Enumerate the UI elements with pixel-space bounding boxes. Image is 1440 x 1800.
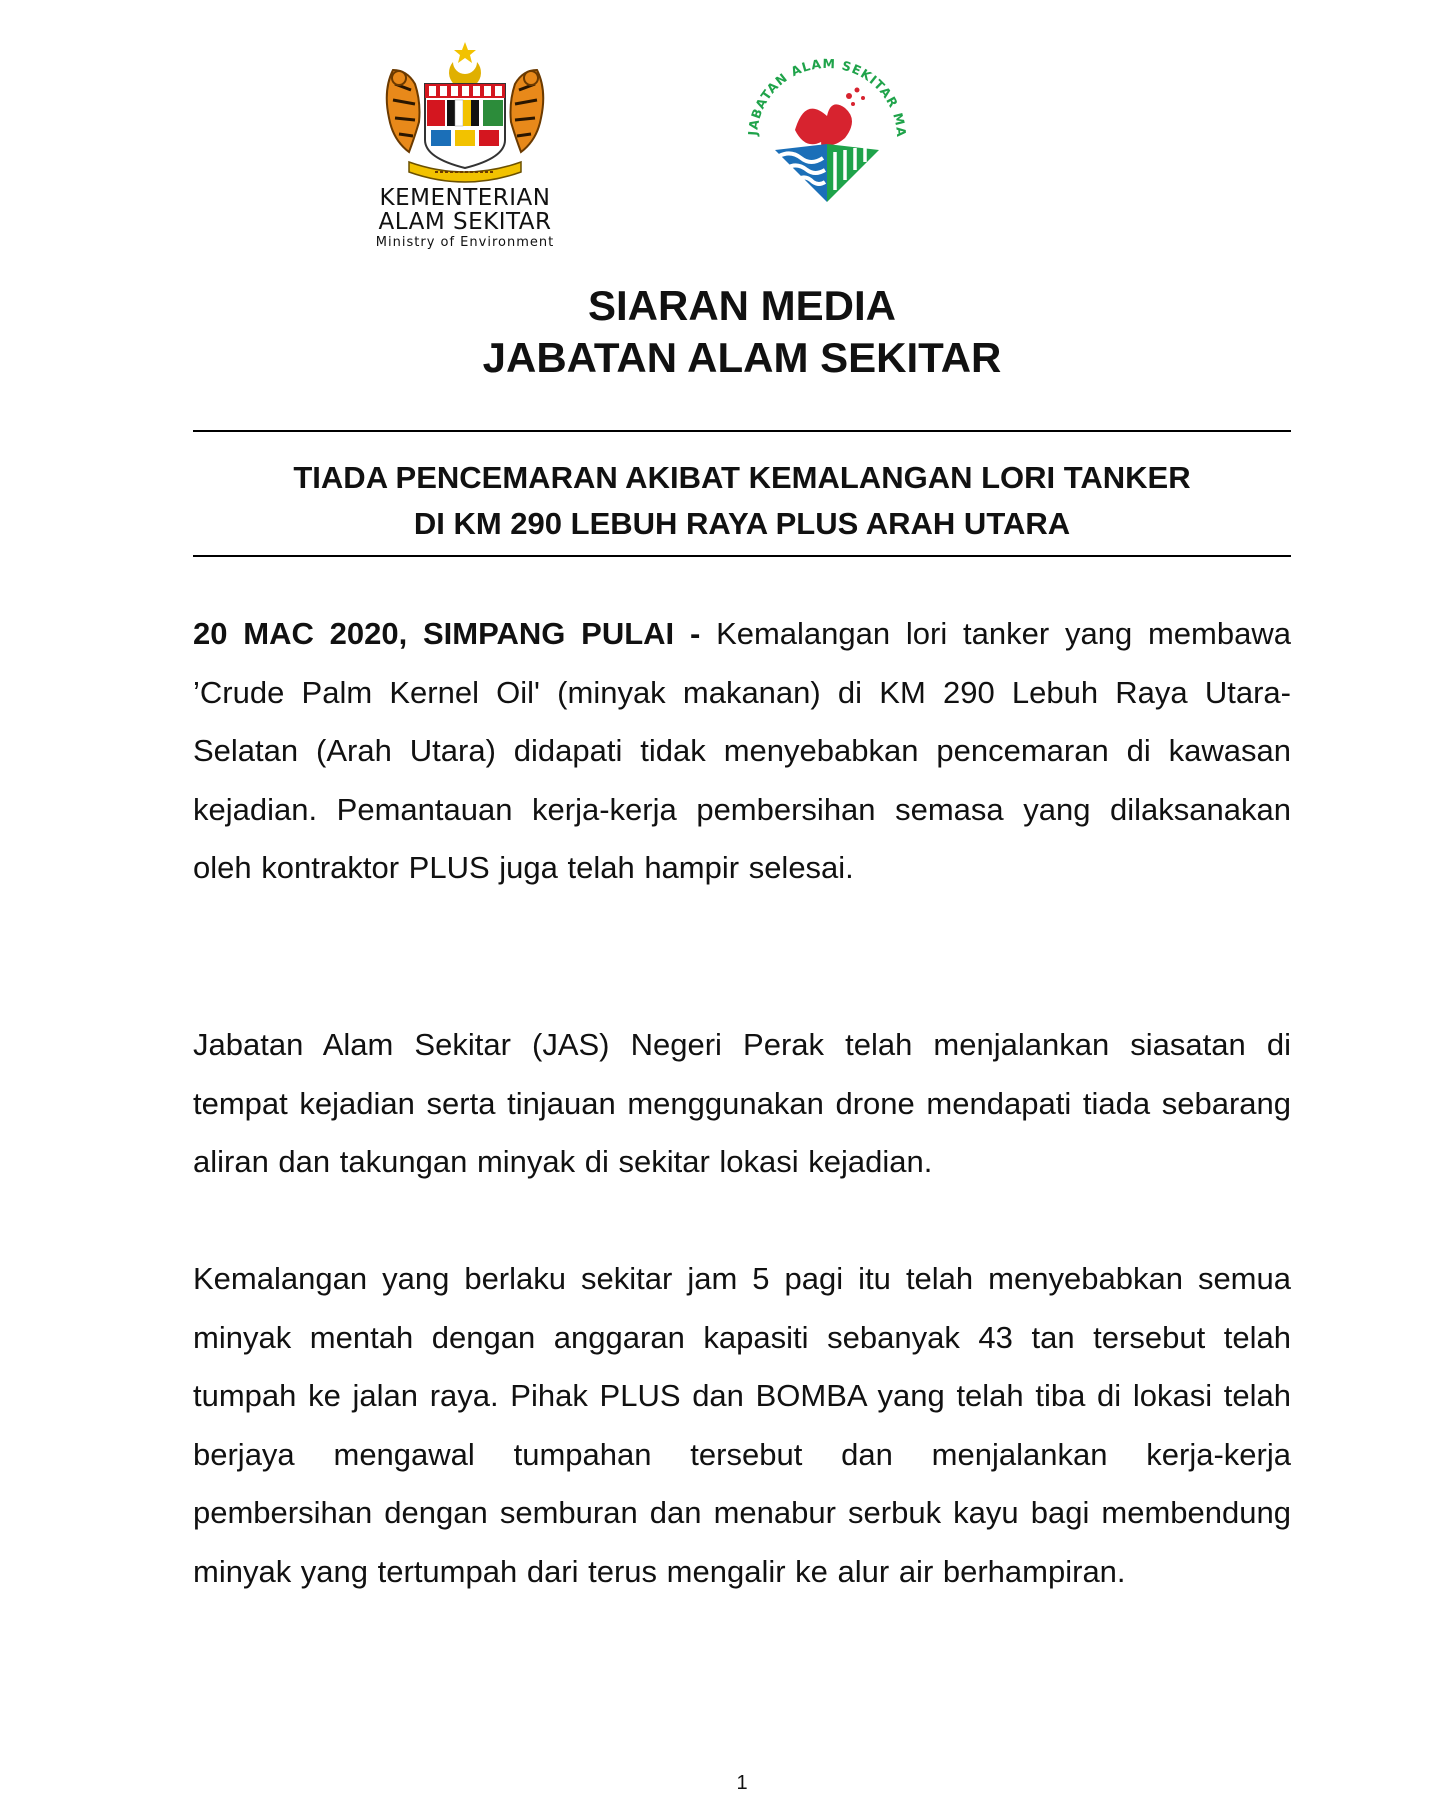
page-title-line2: JABATAN ALAM SEKITAR [482, 334, 1002, 381]
ministry-name [365, 185, 565, 249]
paragraph-1-text: Kemalangan lori tanker yang membawa ’Crude Palm Kernel Oil' (minyak makanan) di KM 290 Lebuh Raya Utara-Selatan (Arah Utara) didapati tidak menyebabkan pencemaran di kawasan kejadian. Pemantauan kerja-kerja pembersihan semasa yang dilaksanakan oleh kontraktor PLUS juga telah hampir selesai. [193, 616, 1291, 885]
ministry-name-malay-line2: ALAM SEKITAR [378, 209, 552, 235]
ministry-name-malay-line1: KEMENTERIAN [379, 185, 551, 211]
paragraph-1 [193, 605, 1291, 898]
release-subject-line1: TIADA PENCEMARAN AKIBAT KEMALANGAN LORI TANKER [293, 460, 1191, 495]
jas-emblem-icon [735, 38, 920, 223]
dateline-separator: - [674, 616, 717, 651]
page-number: 1 [736, 1772, 748, 1794]
paragraph-3: Kemalangan yang berlaku sekitar jam 5 pagi itu telah menyebabkan semua minyak mentah dengan anggaran kapasiti sebanyak 43 tan tersebut telah tumpah ke jalan raya. Pihak PLUS dan BOMBA yang telah tiba di lokasi telah berjaya mengawal tumpahan tersebut dan menjalankan kerja-kerja pembersihan dengan semburan dan menabur serbuk kayu bagi membendung minyak yang tertumpah dari terus mengalir ke alur air berhampiran. [193, 1261, 1291, 1589]
paragraph-2: Jabatan Alam Sekitar (JAS) Negeri Perak telah menjalankan siasatan di tempat kejadian serta tinjauan menggunakan drone mendapati tiada sebarang aliran dan takungan minyak di sekitar lokasi kejadian. [193, 1027, 1291, 1179]
release-subject-line2: DI KM 290 LEBUH RAYA PLUS ARAH UTARA [413, 506, 1071, 541]
divider-top [193, 430, 1291, 432]
dateline: 20 MAC 2020, SIMPANG PULAI [193, 616, 675, 651]
divider-bottom [193, 555, 1291, 557]
malaysia-coat-of-arms-icon [375, 40, 555, 190]
jas-ring-text: JABATAN ALAM SEKITAR MA [745, 55, 910, 139]
ministry-name-english: Ministry of Environment [375, 235, 555, 250]
page-title-line1: SIARAN MEDIA [587, 282, 896, 329]
page-title [0, 280, 1440, 384]
release-subject [193, 455, 1291, 547]
ministry-logo [365, 40, 565, 250]
jas-logo [735, 38, 920, 223]
